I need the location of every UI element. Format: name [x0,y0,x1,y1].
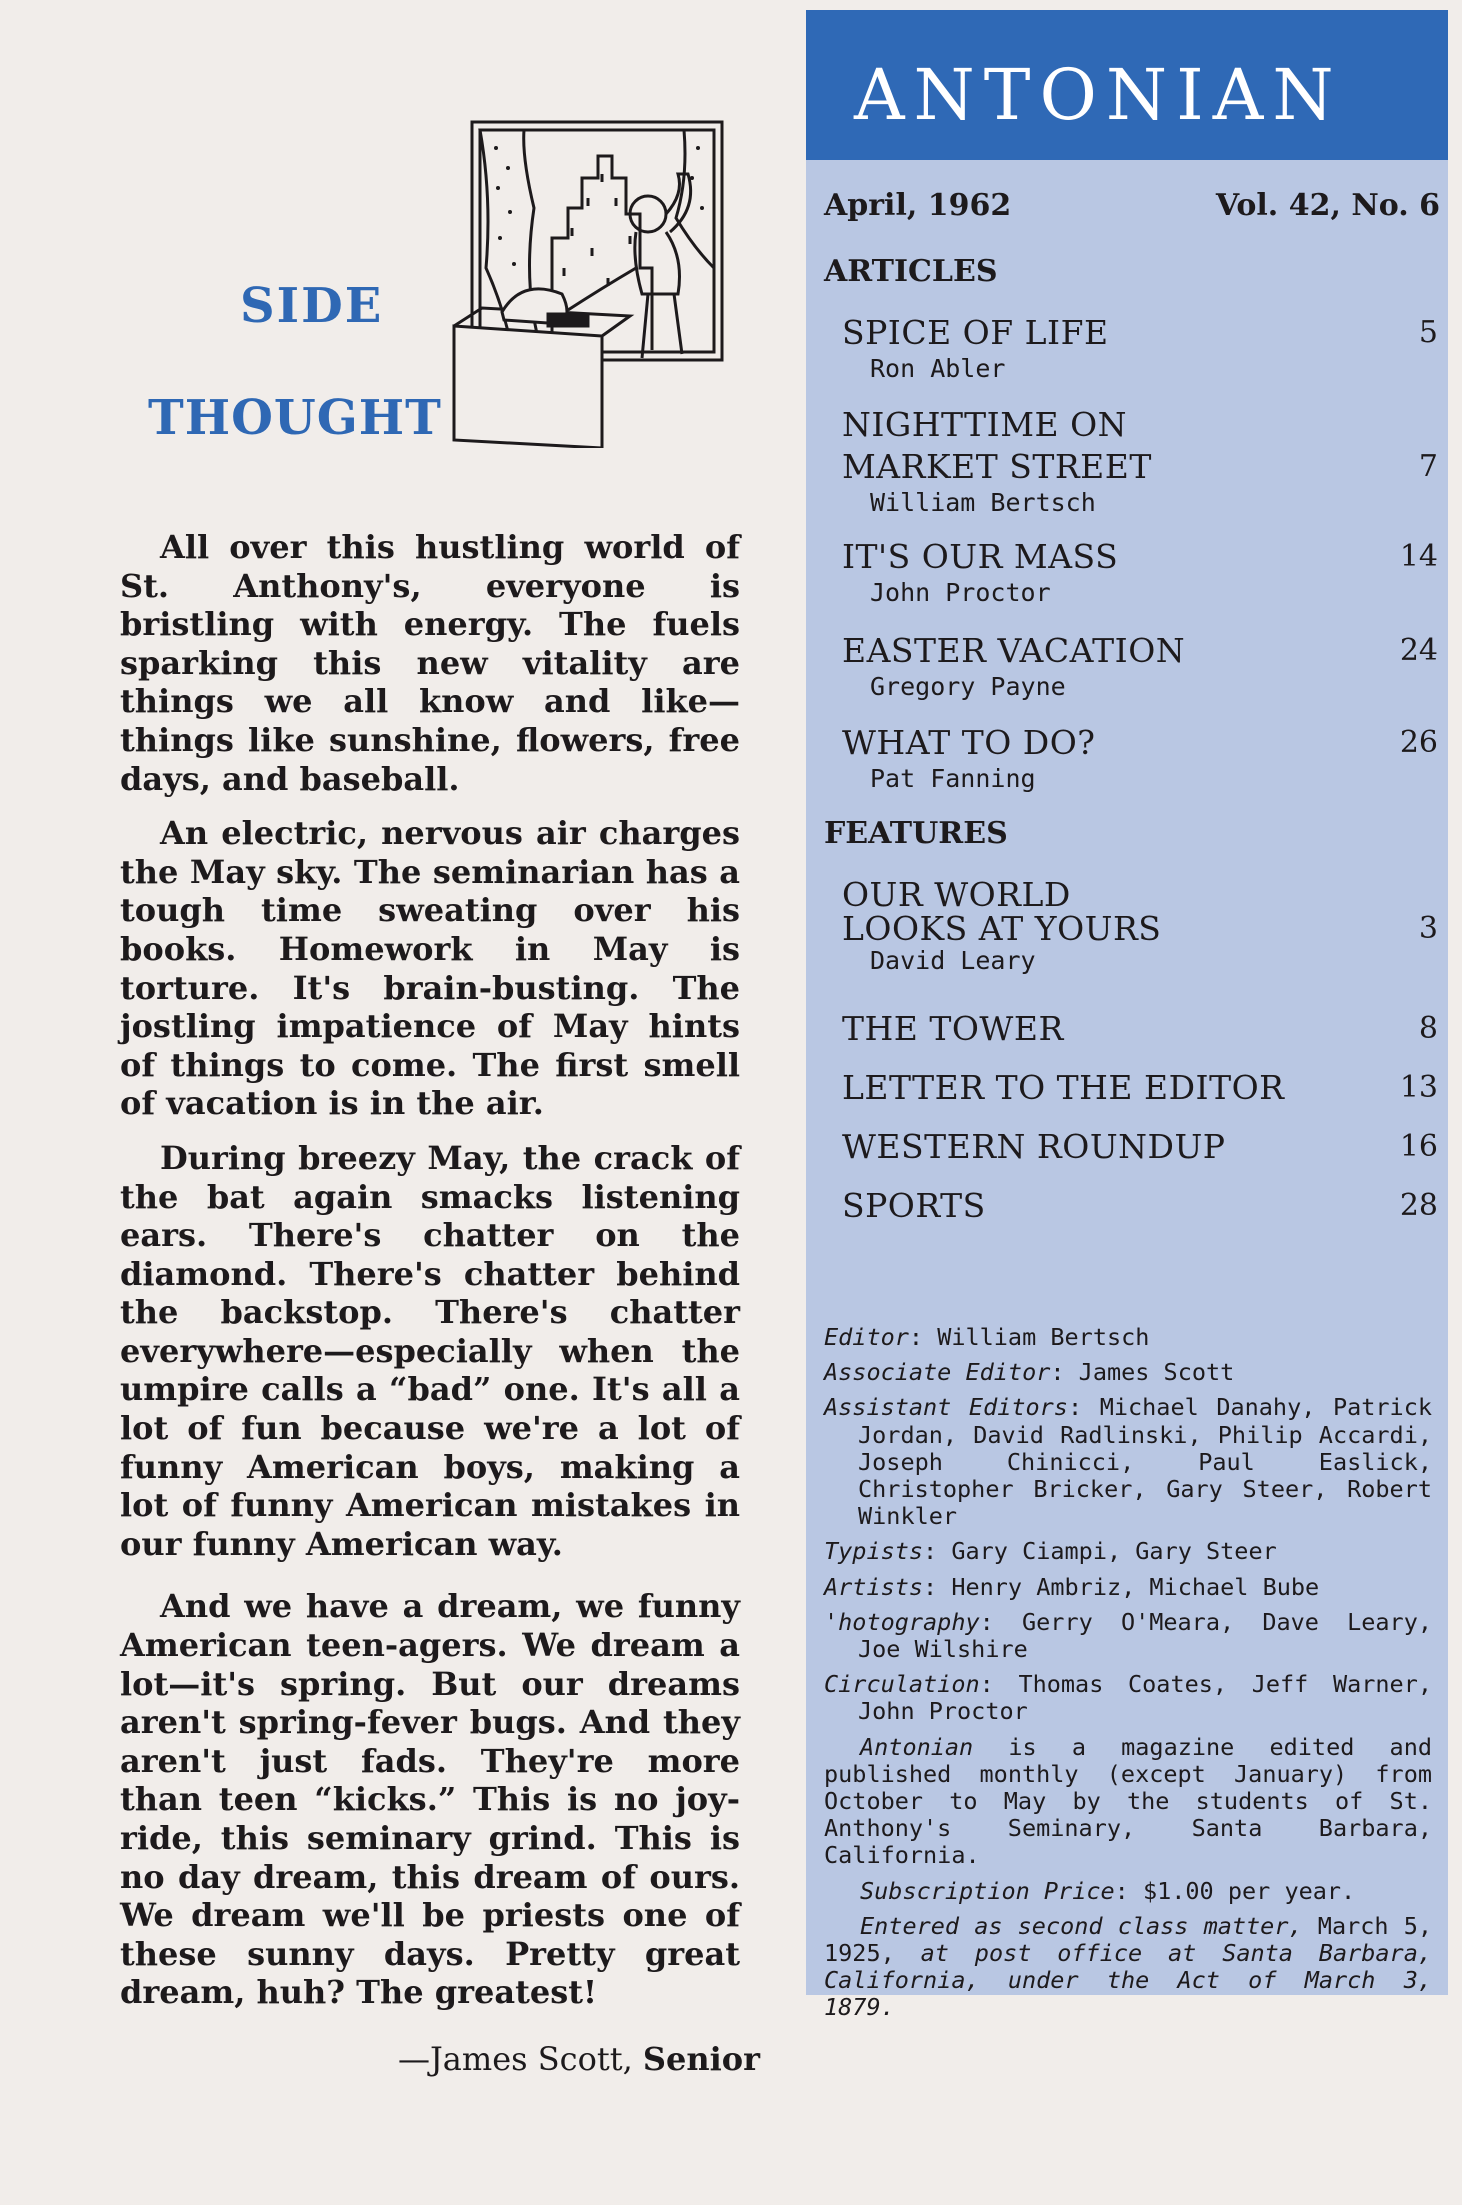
toc-entry-title: EASTER VACATION [842,631,1186,670]
staff-role: Editor [824,1323,909,1351]
toc-entry-title: IT'S OUR MASS [842,537,1119,576]
toc-entry-page: 26 [1399,725,1438,760]
essay-paragraph: And we have a dream, we funny American teen-agers. We dream a lot—it's spring. But our dreams aren't spring-fever bugs. And they aren't just fads. They're more than teen “kicks.” This is no joy-ride, this seminary grind. This is no day dream, this dream of ours. We dream we'll be priests one of these sunny days. Pretty great dream, huh? The greatest! [120,1587,740,2012]
toc-entry-author: Gregory Payne [870,672,1066,701]
toc-entry [842,404,1438,518]
staff-names: Gerry O'Meara, Dave Leary, Joe Wilshire [858,1607,1433,1664]
staff-role: Associate Editor [824,1358,1051,1387]
toc-entry-page: 3 [1418,911,1438,946]
toc-entry-title-line-2: LOOKS AT YOURS [842,909,1162,948]
boy-at-window-cityscape-illustration [452,118,732,448]
toc-entry-page: 7 [1418,449,1438,484]
price-value: $1.00 per year. [1142,1876,1356,1905]
toc-entry-title: SPORTS [842,1186,986,1225]
staff-associate-editor: Associate Editor: James Scott [824,1358,1235,1387]
staff-assistant-editors: Assistant Editors: Michael Danahy, Patrick Jordan, David Radlinski, Philip Accardi, Joseph Chinicci, Paul Easlick, Christopher Bricker, Gary Steer, Robert Winkler [824,1393,1432,1531]
postal-entry-statement [824,1913,1432,2022]
toc-entry-title: SPICE OF LIFE [842,313,1109,352]
essay-paragraph: During breezy May, the crack of the bat again smacks listening ears. There's chatter on the diamond. There's chatter behind the backstop. There's chatter everywhere—especially when the umpire calls a “bad” one. It's all a lot of fun because we're a lot of funny American boys, making a lot of funny American mistakes in our funny American way. [120,1138,740,1563]
toc-entry-author: John Proctor [870,578,1051,607]
staff-role: Circulation [824,1670,980,1699]
essay-paragraph: An electric, nervous air charges the May sky. The seminarian has a tough time sweating over his books. Homework in May is torture. It's brain-busting. The jostling impatience of May hints of things to come. The first smell of vacation is in the air. [120,814,740,1123]
toc-entry [842,1067,1438,1109]
publication-name: Antonian [860,1732,974,1761]
staff-role: Subscription Price [860,1876,1115,1905]
staff-editor: Editor: William Bertsch [824,1323,1150,1351]
staff-box [824,1324,1432,2030]
staff-role: Artists [824,1572,924,1601]
heading-line-1: SIDE [240,278,384,334]
subscription-price: Subscription Price: $1.00 per year. [860,1876,1356,1905]
staff-names: William Bertsch [937,1323,1150,1351]
toc-entry-page: 16 [1399,1129,1438,1164]
toc-entry-page: 28 [1399,1188,1438,1223]
side-thoughts-essay [120,528,740,2028]
toc-entry-title: WESTERN ROUNDUP [842,1127,1226,1166]
articles-heading: ARTICLES [824,254,998,289]
toc-entry [842,536,1438,608]
essay-signature [340,2040,760,2078]
toc-entry-title: WHAT TO DO? [842,723,1096,762]
toc-entry [842,1185,1438,1227]
masthead [806,10,1448,160]
staff-role: Typists [824,1537,924,1566]
entry-date: March 5, 1925, [824,1911,1432,1968]
signature-class: Senior [642,2040,760,2078]
toc-entry [842,1126,1438,1168]
staff-names: Michael Danahy, Patrick Jordan, David Radlinski, Philip Accardi, Joseph Chinicci, Paul Easlick, Christopher Bricker, Gary Steer, Robert Winkler [858,1393,1432,1531]
toc-entry-author: David Leary [870,946,1036,975]
masthead-title: ANTONIAN [854,54,1343,136]
entry-act: March 3, 1879. [824,1966,1432,2022]
publication-text: is a magazine edited and published monthly (except January) from October to May by the students of St. Anthony's Seminary, Santa Barbara, California. [824,1732,1432,1870]
staff-names: Henry Ambriz, Michael Bube [951,1572,1320,1601]
toc-entry-title: LETTER TO THE EDITOR [842,1068,1285,1107]
toc-entry-title-line-2: MARKET STREET [842,447,1152,486]
toc-entry [842,875,1438,976]
issue-volume: Vol. 42, No. 6 [1215,188,1440,223]
features-heading: FEATURES [824,816,1008,851]
essay-paragraph: All over this hustling world of St. Anthony's, everyone is bristling with energy. The fuels sparking this new vitality are things we all know and like—things like sunshine, flowers, free days, and baseball. [120,528,740,798]
toc-entry-title: OUR WORLD [842,875,1071,914]
toc-entry-page: 14 [1399,539,1438,574]
staff-names: James Scott [1078,1358,1235,1387]
toc-entry-author: Pat Fanning [870,764,1036,793]
toc-entry [842,1008,1438,1050]
signature-name: —James Scott, [397,2040,633,2078]
issue-date: April, 1962 [824,188,1012,223]
staff-circulation: Circulation: Thomas Coates, Jeff Warner, John Proctor [824,1670,1432,1726]
toc-entry-author: William Bertsch [870,488,1096,517]
heading-line-2: THOUGHT [148,390,442,446]
staff-photography: 'hotography: Gerry O'Meara, Dave Leary, Joe Wilshire [824,1607,1433,1664]
toc-entry-author: Ron Abler [870,354,1006,383]
toc-entry-page: 24 [1399,633,1438,668]
entry-text: Entered as second class matter, [860,1911,1303,1940]
staff-typists: Typists: Gary Ciampi, Gary Steer [824,1537,1277,1566]
toc-entry [842,722,1438,794]
staff-role: Assistant Editors [824,1393,1068,1422]
staff-names: Thomas Coates, Jeff Warner, John Proctor [858,1670,1432,1726]
toc-entry-title: NIGHTTIME ON [842,405,1128,444]
toc-entry [842,312,1438,384]
staff-artists: Artists: Henry Ambriz, Michael Bube [824,1572,1320,1601]
publication-statement [824,1734,1432,1870]
staff-names: Gary Ciampi, Gary Steer [951,1537,1277,1566]
staff-role: 'hotography [824,1607,980,1636]
entry-text-mid: at post office at Santa Barbara, California, under the Act of [824,1939,1432,1995]
toc-entry-page: 5 [1418,315,1438,350]
toc-entry-title: THE TOWER [842,1009,1064,1048]
toc-entry-page: 13 [1399,1070,1438,1105]
toc-entry-page: 8 [1418,1011,1438,1046]
table-of-contents-panel [806,10,1448,2022]
toc-entry [842,630,1438,702]
